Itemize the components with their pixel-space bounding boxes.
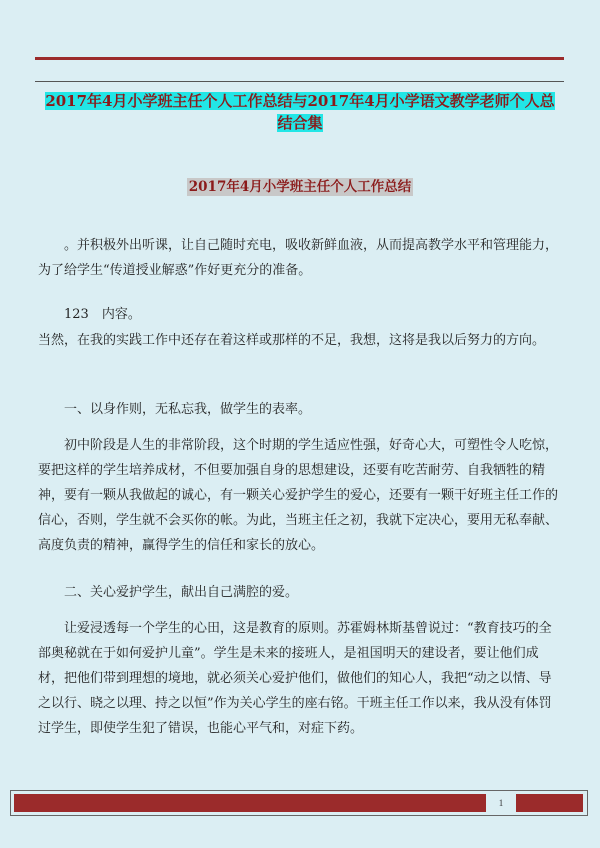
page-number: 1: [498, 798, 504, 808]
paragraph-7: 让爱浸透每一个学生的心田，这是教育的原则。苏霍姆林斯基曾说过：“教育技巧的全部奥秘就在于如何爱护儿童”。学生是未来的接班人，是祖国明天的建设者，要让他们成材，把他们带到理想的境地，就必须关心爱护他们，做他们的知心人，我把“动之以情、导之以行、晓之以理、持之以恒”作为关心学生的座右铭。干班主任工作以来，我从没有体罚过学生，即使学生犯了错误，也能心平气和，对症下药。: [38, 621, 552, 736]
paragraph-4: 一、以身作则，无私忘我，做学生的表率。: [38, 402, 312, 417]
header-rule-thin: [35, 81, 564, 82]
document-title-text: 2017年4月小学班主任个人工作总结与2017年4月小学语文教学老师个人总结合集: [45, 92, 555, 132]
footer-bar-left: [14, 794, 486, 812]
header-rule-thick: [35, 57, 564, 60]
paragraph-5: 初中阶段是人生的非常阶段，这个时期的学生适应性强，好奇心大，可塑性令人吃惊，要把这样的学生培养成材，不但要加强自身的思想建设，还要有吃苦耐劳、自我牺牲的精神，要有一颗从我做起的诚心，有一颗关心爱护学生的爱心，还要有一颗干好班主任工作的信心，否则，学生就不会买你的帐。为此，当班主任之初，我就下定决心，要用无私奉献、高度负责的精神，赢得学生的信任和家长的放心。: [38, 438, 559, 553]
page-footer: [10, 790, 588, 816]
footer-bar-right: [516, 794, 583, 812]
paragraph-1: 。并积极外出听课，让自己随时充电，吸收新鲜血液，从而提高教学水平和管理能力，为了给学生“传道授业解惑”作好更充分的准备。: [38, 238, 559, 278]
paragraph-2: 123 内容。: [38, 307, 141, 322]
section-title-text: 2017年4月小学班主任个人工作总结: [188, 179, 412, 195]
document-title: [40, 90, 560, 134]
section-title: [40, 178, 560, 196]
paragraph-6: 二、关心爱护学生，献出自己满腔的爱。: [38, 585, 299, 600]
paragraph-3: 当然，在我的实践工作中还存在着这样或那样的不足，我想，这将是我以后努力的方向。: [38, 333, 546, 348]
